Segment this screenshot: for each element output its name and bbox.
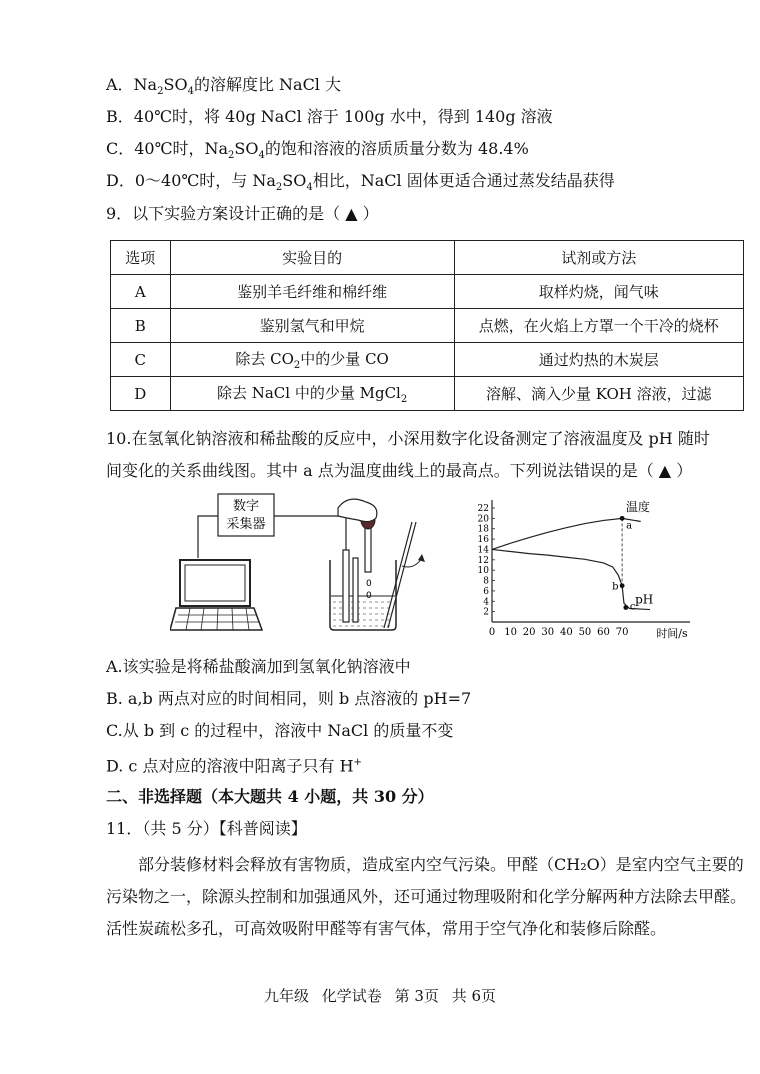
header-option: 选项: [111, 241, 171, 275]
row-aim: 鉴别氢气和甲烷: [170, 309, 454, 343]
y-tick-label: 14: [477, 545, 489, 556]
device-label-line2: 采集器: [226, 517, 266, 532]
q8-option-d: D．0～40℃时，与 $Na_2SO_4$相比，NaCl 固体更适合通过蒸发结晶获得: [106, 171, 615, 194]
hand: [338, 499, 377, 522]
q10-option-c: C.从 b 到 c 的过程中，溶液中 NaCl 的质量不变: [106, 721, 454, 740]
footer-subject: 化学试卷: [321, 987, 382, 1005]
y-tick-label: 16: [477, 535, 489, 546]
x-tick-label: 40: [559, 627, 573, 638]
row-option: B: [111, 309, 171, 343]
point-label-c: c: [629, 601, 636, 613]
q11-head: 11．（共 5 分）【科普阅读】: [106, 819, 307, 838]
x-tick-label: 0: [488, 627, 496, 638]
y-tick-label: 8: [483, 576, 489, 587]
q10-option-d: D. c 点对应的溶液中阳离子只有 H+: [106, 756, 362, 776]
q8-option-c: C．40℃时，$Na_2SO_4$的饱和溶液的溶质质量分数为 48.4%: [106, 139, 529, 162]
x-axis-label: 时间/s: [656, 627, 688, 640]
row-method: 溶解、滴入少量 KOH 溶液，过滤: [454, 377, 743, 411]
table-row: [111, 343, 744, 377]
q10-stem-line1: 10.在氢氧化钠溶液和稀盐酸的反应中，小深用数字化设备测定了溶液温度及 pH 随时: [106, 429, 710, 448]
ph-curve: [492, 549, 650, 609]
q10-option-a: A.该实验是将稀盐酸滴加到氢氧化钠溶液中: [106, 657, 411, 676]
row-method: 点燃，在火焰上方罩一个干冷的烧杯: [454, 309, 743, 343]
dropper: [365, 526, 371, 572]
apparatus-figure: [170, 488, 440, 638]
footer-page: 第 3页: [394, 987, 439, 1005]
x-tick-label: 60: [597, 627, 610, 638]
table-row: [111, 309, 744, 343]
point-c: [623, 605, 628, 610]
footer-grade: 九年级: [264, 987, 310, 1005]
row-method: 通过灼热的木炭层: [454, 343, 743, 377]
y-tick-label: 4: [483, 597, 489, 608]
x-tick-label: 20: [522, 627, 536, 638]
point-label-a: a: [626, 520, 633, 532]
q11-paragraph: 部分装修材料会释放有害物质，造成室内空气污染。甲醛（CH₂O）是室内空气主要的污染物之一，除源头控制和加强通风外，还可通过物理吸附和化学分解两种方法除去甲醛。活性炭疏松多孔，可高效吸附甲醛等有害气体，常用于空气净化和装修后除醛。: [106, 855, 747, 938]
q10-option-b: B. a,b 两点对应的时间相同，则 b 点溶液的 pH=7: [106, 689, 472, 708]
table-header-row: [111, 241, 744, 275]
probe-ph: [353, 558, 358, 622]
y-tick-label: 12: [477, 555, 489, 566]
probe-temperature: [343, 550, 349, 622]
curve-chart: [468, 492, 698, 642]
row-aim: 鉴别羊毛纤维和棉纤维: [170, 275, 454, 309]
q8-option-a: A．$Na_2SO_4$的溶解度比 NaCl 大: [106, 75, 342, 98]
y-tick-label: 22: [477, 504, 489, 514]
y-tick-label: 6: [483, 586, 489, 597]
row-option: C: [111, 343, 171, 377]
series-label-ph: pH: [635, 592, 654, 607]
device-label-line1: 数字: [232, 499, 260, 514]
wire-laptop: [198, 516, 218, 558]
row-aim: 除去 NaCl 中的少量 MgCl$_2$: [170, 377, 454, 411]
wire-probe: [274, 516, 346, 550]
header-aim: 实验目的: [170, 241, 454, 275]
row-option: D: [111, 377, 171, 411]
svg-text:0: 0: [366, 579, 372, 589]
table-row: [111, 377, 744, 411]
point-label-b: b: [612, 581, 619, 593]
page-footer: [0, 985, 760, 1006]
row-method: 取样灼烧，闻气味: [454, 275, 743, 309]
y-tick-label: 2: [483, 607, 489, 618]
svg-text:0: 0: [366, 591, 372, 601]
point-a: [620, 516, 625, 521]
x-tick-label: 70: [615, 627, 629, 638]
x-tick-label: 10: [504, 627, 517, 638]
y-tick-label: 20: [477, 514, 489, 525]
table-row: [111, 275, 744, 309]
section-title: 二、非选择题（本大题共 4 小题，共 30 分）: [106, 787, 434, 806]
stirring-rod: [384, 522, 412, 628]
x-tick-label: 30: [541, 627, 555, 638]
q9-table: [110, 240, 744, 411]
y-tick-label: 10: [477, 566, 489, 577]
row-aim: 除去 $CO_2$中的少量 CO: [170, 343, 454, 377]
point-b: [620, 583, 625, 588]
y-tick-label: 18: [477, 524, 489, 535]
series-label-temperature: 温度: [625, 500, 650, 515]
footer-total: 共 6页: [451, 987, 496, 1005]
x-tick-label: 50: [578, 627, 592, 638]
temperature-curve: [492, 518, 641, 549]
row-option: A: [111, 275, 171, 309]
q9-stem: 9．以下实验方案设计正确的是（ ▲ ）: [106, 204, 379, 223]
q10-stem-line2: 间变化的关系曲线图。其中 a 点为温度曲线上的最高点。下列说法错误的是（ ▲ ）: [106, 461, 693, 480]
q8-option-b: B．40℃时，将 40g NaCl 溶于 100g 水中，得到 140g 溶液: [106, 107, 553, 126]
header-method: 试剂或方法: [454, 241, 743, 275]
